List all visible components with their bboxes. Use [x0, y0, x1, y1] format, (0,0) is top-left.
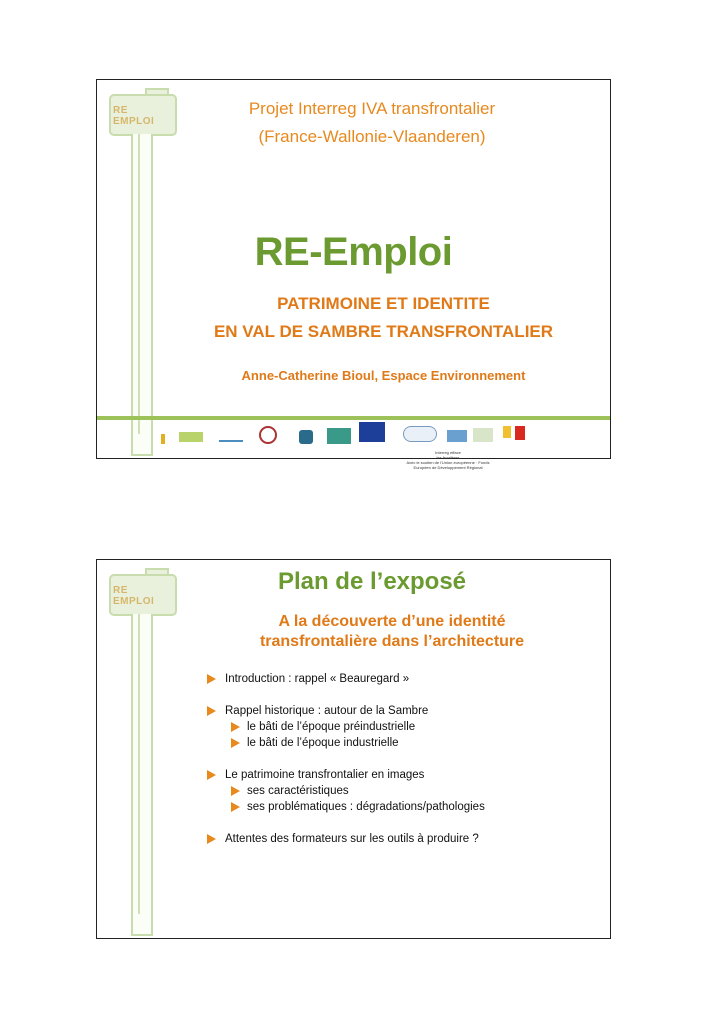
bullet-arrow-icon	[231, 802, 240, 812]
title-slide	[96, 79, 611, 470]
partner-logo-2	[179, 432, 203, 442]
bullet-arrow-icon	[231, 786, 240, 796]
outline-list	[207, 672, 607, 847]
sub-list-item: ses caractéristiques	[207, 783, 607, 799]
partner-logo-1	[161, 434, 165, 444]
list-item: Introduction : rappel « Beauregard »	[207, 672, 607, 687]
partner-logo-5	[299, 430, 313, 444]
partner-logo-4	[259, 426, 277, 444]
partner-logo-6	[327, 428, 351, 444]
interreg-caption: Interreg efface les frontières Avec le soutien de l'Union européenne · Fonds Européen de Développement Régional	[406, 450, 490, 470]
author-line: Anne-Catherine Bioul, Espace Environnement	[241, 368, 526, 383]
interreg-logo	[403, 426, 437, 442]
bullet-arrow-icon	[207, 770, 216, 780]
bullet-arrow-icon	[231, 722, 240, 732]
sub-list-item: ses problématiques : dégradations/pathologies	[207, 799, 607, 815]
wallonie-rooster-icon	[515, 426, 525, 440]
partner-logos	[157, 422, 597, 470]
list-item: Attentes des formateurs sur les outils à produire ?	[207, 832, 607, 847]
partner-logo-9	[503, 426, 511, 438]
bullet-arrow-icon	[231, 738, 240, 748]
bullet-arrow-icon	[207, 834, 216, 844]
project-line-1: Projet Interreg IVA transfrontalier	[248, 99, 496, 118]
slide-title: Plan de l’exposé	[277, 568, 467, 595]
partner-logo-7	[447, 430, 467, 442]
slide-subtitle: A la découverte d’une identité transfrontalière dans l’architecture	[259, 613, 525, 650]
partner-logo-8	[473, 428, 493, 442]
project-line-2: (France-Wallonie-Vlaanderen)	[258, 127, 486, 146]
subtitle-line-1: PATRIMOINE ET IDENTITE	[277, 294, 490, 313]
list-item: Le patrimoine transfrontalier en images	[207, 768, 607, 783]
partner-logo-3	[219, 434, 243, 442]
main-title: RE-Emploi	[254, 230, 453, 274]
list-item: Rappel historique : autour de la Sambre	[207, 704, 607, 719]
eu-flag-icon	[359, 422, 385, 442]
logo-wordmark: RE EMPLOI	[113, 105, 155, 127]
bullet-arrow-icon	[207, 674, 216, 684]
logo-wordmark: RE EMPLOI	[113, 585, 155, 607]
outline-slide	[96, 559, 611, 939]
sub-list-item: le bâti de l’époque industrielle	[207, 735, 607, 751]
subtitle-line-2: EN VAL DE SAMBRE TRANSFRONTALIER	[213, 322, 554, 341]
sub-list-item: le bâti de l’époque préindustrielle	[207, 719, 607, 735]
bullet-arrow-icon	[207, 706, 216, 716]
footer-rule	[97, 416, 610, 420]
re-emploi-tower-logo	[109, 568, 169, 938]
